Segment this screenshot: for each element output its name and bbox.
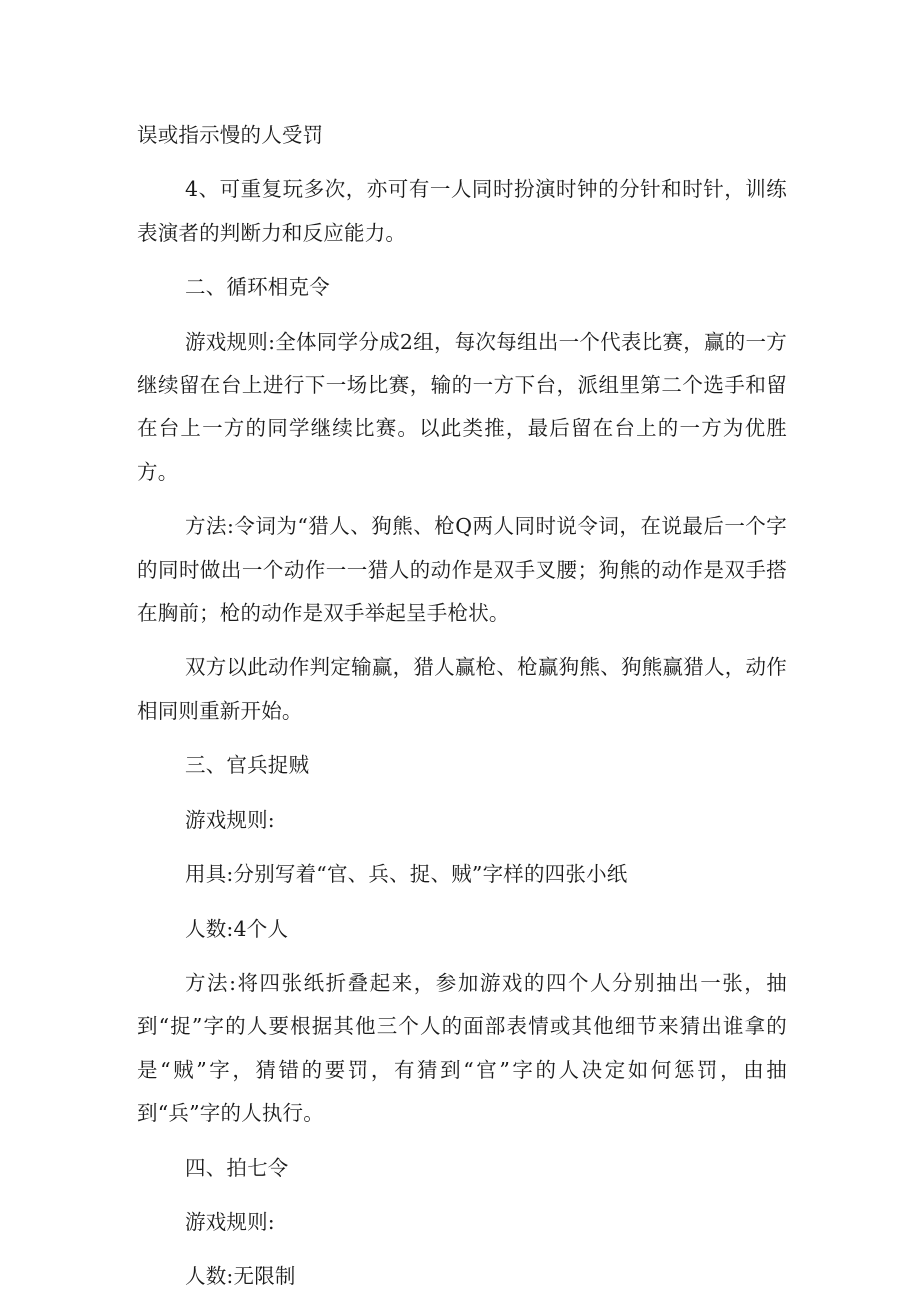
paragraph-officers-tools: 用具:分别写着“官、兵、捉、贼”字样的四张小纸: [185, 862, 628, 887]
section-heading-officers: 三、官兵捉贼: [185, 753, 310, 778]
section-heading-cyclic: 二、循环相克令: [185, 275, 330, 300]
document-body: [137, 114, 787, 1310]
paragraph-officers-method: 方法:将四张纸折叠起来，参加游戏的四个人分别抽出一张，抽到“捉”字的人要根据其他三个人的面部表情或其他细节来猜出谁拿的是“贼”字，猜错的要罚，有猜到“官”字的人决定如何惩罚，由抽到“兵”字的人执行。: [137, 970, 787, 1126]
paragraph-officers-rules-label: 游戏规则:: [185, 807, 275, 832]
paragraph-continuation: 误或指示慢的人受罚: [137, 123, 324, 147]
paragraph-rule-4: 4、可重复玩多次，亦可有一人同时扮演时钟的分针和时针，训练表演者的判断力和反应能力。: [137, 177, 787, 245]
paragraph-clap-players: 人数:无限制: [185, 1264, 296, 1289]
paragraph-cyclic-outcome: 双方以此动作判定输赢，猎人赢枪、枪赢狗熊、狗熊赢猎人，动作相同则重新开始。: [137, 655, 787, 723]
paragraph-cyclic-rules: 游戏规则:全体同学分成2组，每次每组出一个代表比赛，赢的一方继续留在台上进行下一场比赛，输的一方下台，派组里第二个选手和留在台上一方的同学继续比赛。以此类推，最后留在台上的一方为优胜方。: [137, 329, 787, 484]
section-heading-clap-seven: 四、拍七令: [185, 1155, 289, 1180]
paragraph-clap-rules-label: 游戏规则:: [185, 1209, 275, 1234]
paragraph-cyclic-method: 方法:令词为“猎人、狗熊、枪Q两人同时说令词，在说最后一个字的同时做出一个动作一一猎人的动作是双手叉腰；狗熊的动作是双手搭在胸前；枪的动作是双手举起呈手枪状。: [137, 514, 787, 626]
paragraph-officers-players: 人数:4个人: [185, 916, 289, 941]
